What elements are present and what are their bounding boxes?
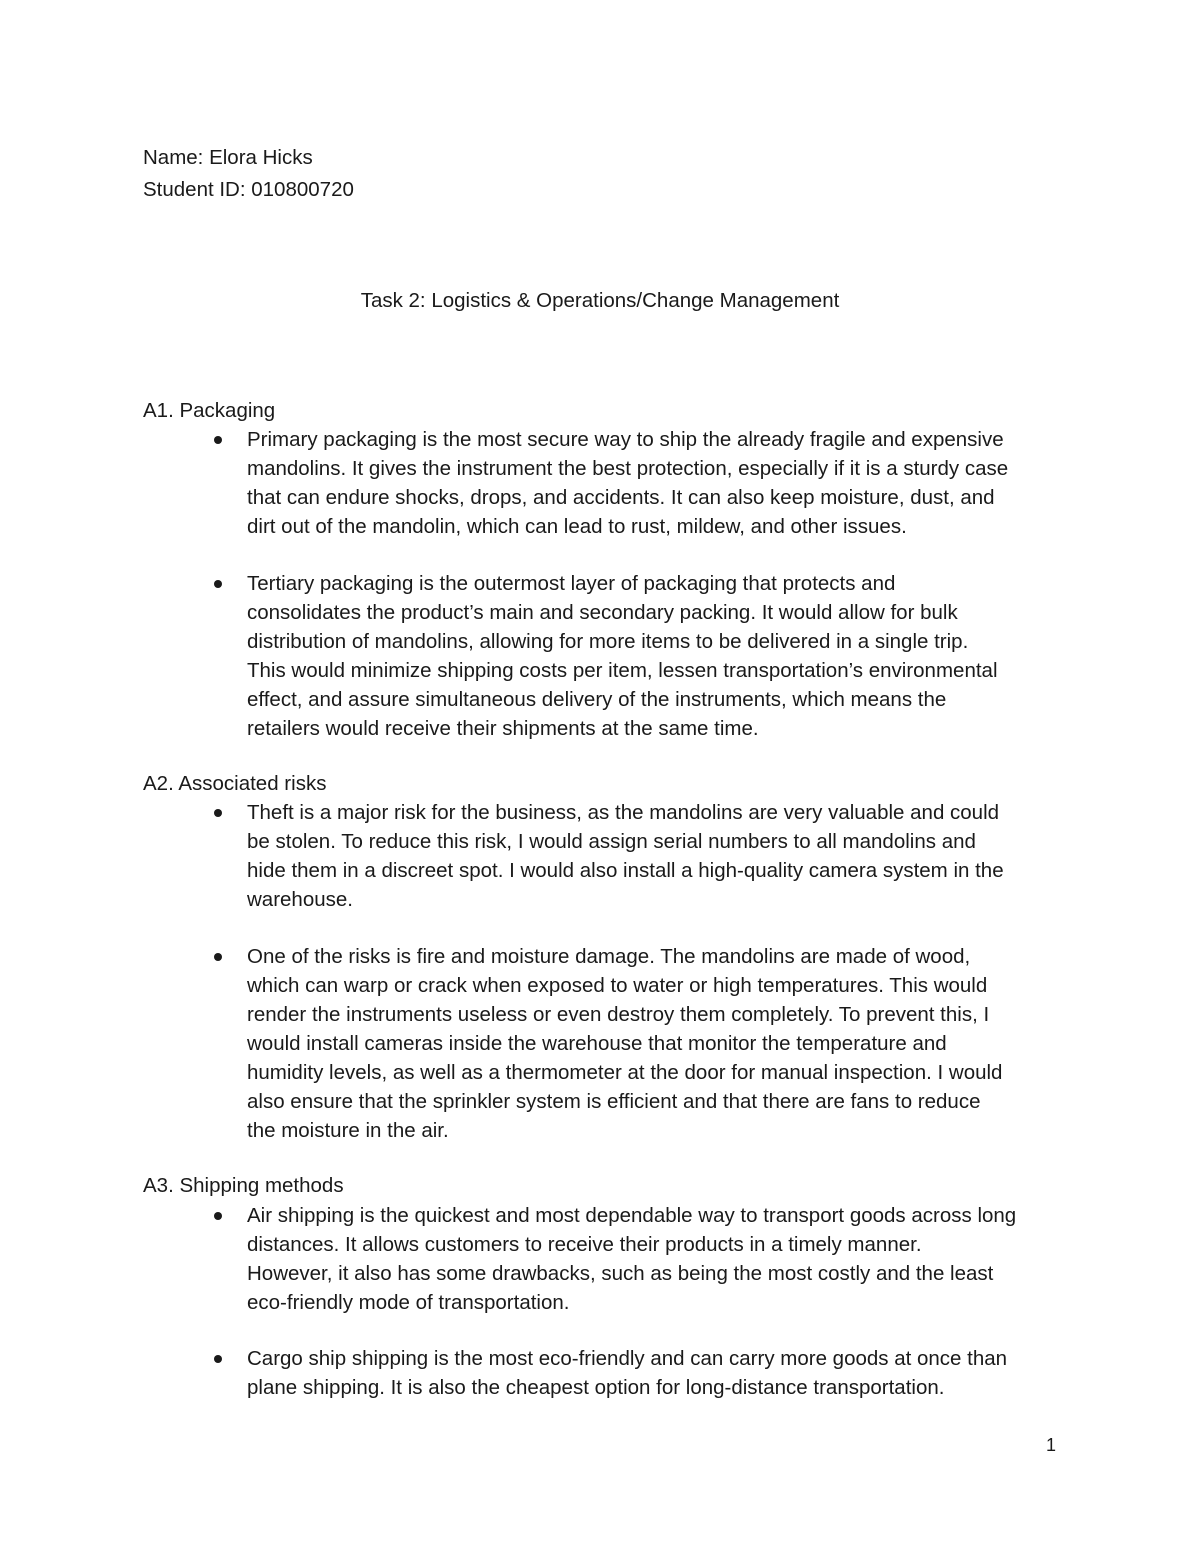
bullet-line: Primary packaging is the most secure way to ship the already fragile and expensive bbox=[247, 428, 1004, 451]
section-heading-a1: A1. Packaging bbox=[143, 399, 276, 422]
bullet-line: be stolen. To reduce this risk, I would assign serial numbers to all mandolins and bbox=[247, 830, 976, 853]
bullet-dot-icon bbox=[214, 1355, 222, 1363]
bullet-line: that can endure shocks, drops, and accidents. It can also keep moisture, dust, and bbox=[247, 486, 995, 509]
bullet-line: eco-friendly mode of transportation. bbox=[247, 1291, 570, 1314]
bullet-fire-moisture-risk bbox=[247, 942, 1062, 1145]
bullet-line: Tertiary packaging is the outermost layer of packaging that protects and bbox=[247, 572, 896, 595]
student-id: Student ID: 010800720 bbox=[143, 178, 354, 201]
bullet-line: One of the risks is fire and moisture damage. The mandolins are made of wood, bbox=[247, 945, 971, 968]
bullet-line: which can warp or crack when exposed to water or high temperatures. This would bbox=[247, 974, 988, 997]
bullet-line: Cargo ship shipping is the most eco-friendly and can carry more goods at once than bbox=[247, 1347, 1008, 1370]
bullet-line: mandolins. It gives the instrument the best protection, especially if it is a sturdy case bbox=[247, 457, 1009, 480]
bullet-tertiary-packaging bbox=[247, 569, 1062, 743]
bullet-line: also ensure that the sprinkler system is efficient and that there are fans to reduce bbox=[247, 1090, 981, 1113]
bullet-dot-icon bbox=[214, 436, 222, 444]
bullet-line: Theft is a major risk for the business, as the mandolins are very valuable and could bbox=[247, 801, 1000, 824]
bullet-line: the moisture in the air. bbox=[247, 1119, 449, 1142]
student-name: Name: Elora Hicks bbox=[143, 146, 313, 169]
bullet-dot-icon bbox=[214, 953, 222, 961]
bullet-line: consolidates the product’s main and secondary packing. It would allow for bulk bbox=[247, 601, 958, 624]
bullet-dot-icon bbox=[214, 809, 222, 817]
bullet-line: plane shipping. It is also the cheapest option for long-distance transportation. bbox=[247, 1376, 945, 1399]
student-info bbox=[143, 142, 354, 206]
section-heading-a3: A3. Shipping methods bbox=[143, 1174, 344, 1197]
bullet-line: dirt out of the mandolin, which can lead to rust, mildew, and other issues. bbox=[247, 515, 907, 538]
page-number: 1 bbox=[1046, 1435, 1057, 1455]
bullet-dot-icon bbox=[214, 1212, 222, 1220]
section-heading-a2: A2. Associated risks bbox=[143, 772, 327, 795]
bullet-theft-risk bbox=[247, 798, 1062, 914]
bullet-air-shipping bbox=[247, 1201, 1062, 1317]
bullet-line: distances. It allows customers to receive their products in a timely manner. bbox=[247, 1233, 922, 1256]
bullet-line: humidity levels, as well as a thermometer at the door for manual inspection. I would bbox=[247, 1061, 1003, 1084]
bullet-line: render the instruments useless or even destroy them completely. To prevent this, I bbox=[247, 1003, 990, 1026]
bullet-primary-packaging bbox=[247, 425, 1062, 541]
bullet-line: retailers would receive their shipments at the same time. bbox=[247, 717, 759, 740]
bullet-line: hide them in a discreet spot. I would also install a high-quality camera system in the bbox=[247, 859, 1004, 882]
bullet-line: However, it also has some drawbacks, such as being the most costly and the least bbox=[247, 1262, 994, 1285]
bullet-line: This would minimize shipping costs per item, lessen transportation’s environmental bbox=[247, 659, 998, 682]
bullet-line: Air shipping is the quickest and most dependable way to transport goods across long bbox=[247, 1204, 1017, 1227]
bullet-line: distribution of mandolins, allowing for more items to be delivered in a single trip. bbox=[247, 630, 969, 653]
bullet-line: would install cameras inside the warehouse that monitor the temperature and bbox=[247, 1032, 947, 1055]
bullet-dot-icon bbox=[214, 580, 222, 588]
bullet-line: warehouse. bbox=[247, 888, 353, 911]
bullet-line: effect, and assure simultaneous delivery of the instruments, which means the bbox=[247, 688, 947, 711]
document-title: Task 2: Logistics & Operations/Change Management bbox=[360, 289, 840, 312]
bullet-cargo-ship-shipping bbox=[247, 1344, 1062, 1402]
